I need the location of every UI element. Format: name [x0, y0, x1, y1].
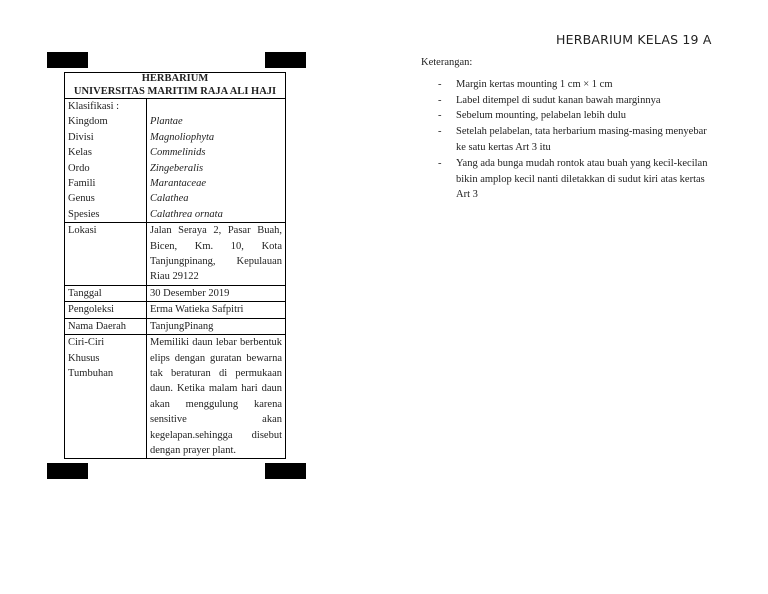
pengoleksi-value: Erma Watieka Safpitri — [147, 302, 286, 318]
dash-bullet: - — [438, 157, 442, 169]
notes-title: Keterangan: — [421, 57, 473, 68]
value-ordo: Zingeberalis — [150, 162, 204, 174]
rank-genus: Genus — [68, 193, 95, 205]
lokasi-label: Lokasi — [65, 223, 147, 286]
list-item — [421, 108, 711, 124]
taxonomy-value-cell — [147, 99, 286, 223]
tanggal-value: 30 Desember 2019 — [147, 285, 286, 301]
herbarium-label-table — [64, 72, 286, 459]
value-famili: Marantaceae — [150, 178, 206, 190]
value-kelas: Commelinids — [150, 147, 206, 159]
list-item — [421, 124, 711, 156]
mounting-corner-top-right — [265, 52, 306, 68]
dash-bullet: - — [438, 126, 442, 138]
ciri-value: Memiliki daun lebar berbentuk elips dengan guratan bewarna tak beraturan di permukaan daun. Ketika malam hari daun akan menggulung karena sensitive akan kegelapan.sehingga disebut dengan prayer plant. — [147, 335, 286, 459]
lokasi-row — [65, 223, 286, 286]
mounting-corner-bottom-left — [47, 463, 88, 479]
lokasi-value: Jalan Seraya 2, Pasar Buah, Bicen, Km. 10, Kota Tanjungpinang, Kepulauan Riau 29122 — [147, 223, 286, 286]
note-text: Setelah pelabelan, tata herbarium masing-masing menyebar ke satu kertas Art 3 itu — [456, 126, 707, 153]
notes-section — [421, 55, 711, 203]
taxonomy-rank-cell — [65, 99, 147, 223]
note-text: Label ditempel di sudut kanan bawah marginnya — [456, 94, 661, 106]
rank-kelas: Kelas — [68, 147, 92, 159]
tanggal-label: Tanggal — [65, 285, 147, 301]
rank-famili: Famili — [68, 178, 96, 190]
note-text: Margin kertas mounting 1 cm × 1 cm — [456, 78, 613, 90]
mounting-corner-top-left — [47, 52, 88, 68]
ciri-label-line3: Tumbuhan — [68, 367, 114, 379]
dash-bullet: - — [438, 78, 442, 90]
list-item — [421, 93, 711, 109]
value-spesies: Calathrea ornata — [150, 208, 223, 220]
value-divisi: Magnoliophyta — [150, 131, 215, 143]
notes-list — [421, 77, 711, 203]
rank-kingdom: Kingdom — [68, 116, 108, 128]
note-text: Yang ada bunga mudah rontok atau buah yang kecil-kecilan bikin amplop kecil nanti diletakkan di sudut kiri atas kertas Art 3 — [456, 157, 708, 201]
dash-bullet: - — [438, 94, 442, 106]
list-item — [421, 156, 711, 203]
note-text: Sebelum mounting, pelabelan lebih dulu — [456, 110, 627, 122]
ciri-label-cell — [65, 335, 147, 459]
nama-daerah-label: Nama Daerah — [65, 318, 147, 334]
rank-ordo: Ordo — [68, 162, 90, 174]
pengoleksi-row — [65, 302, 286, 318]
page-header-title: HERBARIUM KELAS 19 A — [556, 32, 712, 47]
value-kingdom: Plantae — [150, 116, 183, 128]
list-item — [421, 77, 711, 93]
mounting-corner-bottom-right — [265, 463, 306, 479]
klasifikasi-row — [65, 99, 286, 223]
tanggal-row — [65, 285, 286, 301]
label-title-line1: HERBARIUM — [141, 73, 209, 84]
ciri-row — [65, 335, 286, 459]
rank-spesies: Spesies — [68, 208, 100, 220]
pengoleksi-label: Pengoleksi — [65, 302, 147, 318]
ciri-label-line2: Khusus — [68, 352, 100, 364]
label-title-row — [65, 73, 286, 99]
nama-daerah-row — [65, 318, 286, 334]
klasifikasi-heading: Klasifikasi : — [68, 101, 120, 112]
label-title-cell — [65, 73, 286, 99]
nama-daerah-value: TanjungPinang — [147, 318, 286, 334]
dash-bullet: - — [438, 110, 442, 122]
label-title-line2: UNIVERSITAS MARITIM RAJA ALI HAJI — [73, 85, 277, 97]
value-genus: Calathea — [150, 193, 189, 205]
rank-divisi: Divisi — [68, 131, 94, 143]
ciri-label-line1: Ciri-Ciri — [68, 337, 105, 349]
